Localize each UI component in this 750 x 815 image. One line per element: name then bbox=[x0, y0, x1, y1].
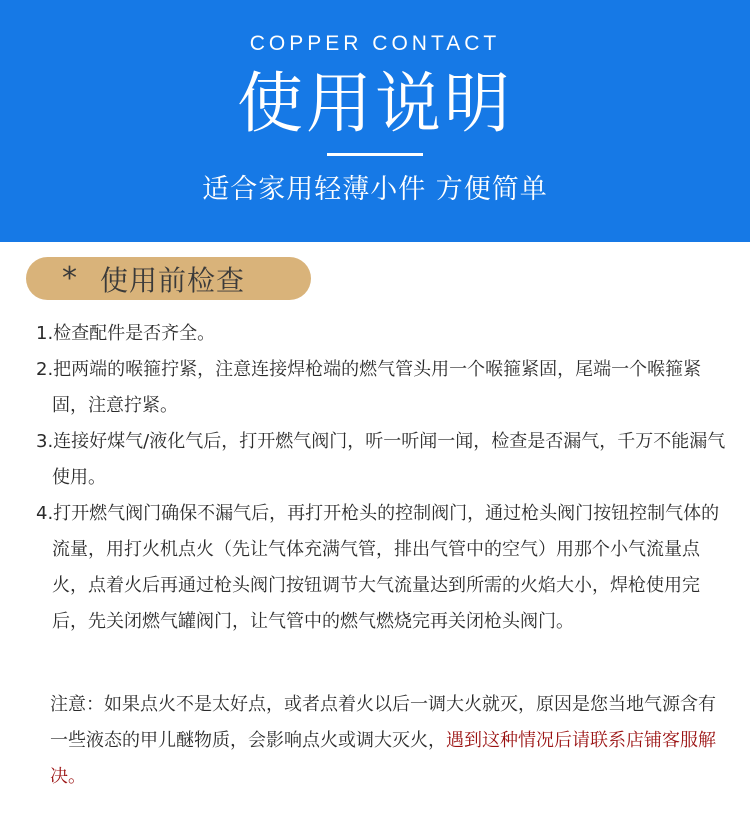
title-divider bbox=[327, 153, 423, 156]
brand-name: COPPER CONTACT bbox=[249, 32, 501, 55]
section-title: 使用前检查 bbox=[100, 263, 246, 297]
note-text: 注意：如果点火不是太好点，或者点着火以后一调大火就灭，原因是您当地气源含有一些液态的甲儿醚物质，会影响点火或调大灭火， bbox=[50, 694, 716, 751]
caution-note bbox=[50, 687, 720, 795]
step-4: 4.打开燃气阀门确保不漏气后，再打开枪头的控制阀门，通过枪头阀门按钮控制气体的流量，用打火机点火（先让气体充满气管，排出气管中的空气）用那个小气流量点火，点着火后再通过枪头阀门按钮调节大气流量达到所需的火焰大小，焊枪使用完后，先关闭燃气罐阀门，让气管中的燃气燃烧完再关闭枪头阀门。 bbox=[36, 503, 720, 632]
step-1: 1.检查配件是否齐全。 bbox=[36, 323, 216, 344]
section-heading-pill bbox=[26, 257, 311, 300]
page-title: 使用说明 bbox=[237, 65, 513, 142]
asterisk-icon: * bbox=[62, 261, 77, 296]
page-subtitle: 适合家用轻薄小件 方便简单 bbox=[202, 174, 548, 205]
step-3: 3.连接好煤气/液化气后，打开燃气阀门，听一听闻一闻，检查是否漏气，千万不能漏气使用。 bbox=[36, 431, 726, 488]
instruction-steps bbox=[36, 316, 726, 640]
header-banner bbox=[0, 0, 750, 242]
note-highlight: 遇到这种情况后请联系店铺客服解决。 bbox=[50, 730, 716, 787]
step-2: 2.把两端的喉箍拧紧，注意连接焊枪端的燃气管头用一个喉箍紧固，尾端一个喉箍紧固，注意拧紧。 bbox=[36, 359, 702, 416]
